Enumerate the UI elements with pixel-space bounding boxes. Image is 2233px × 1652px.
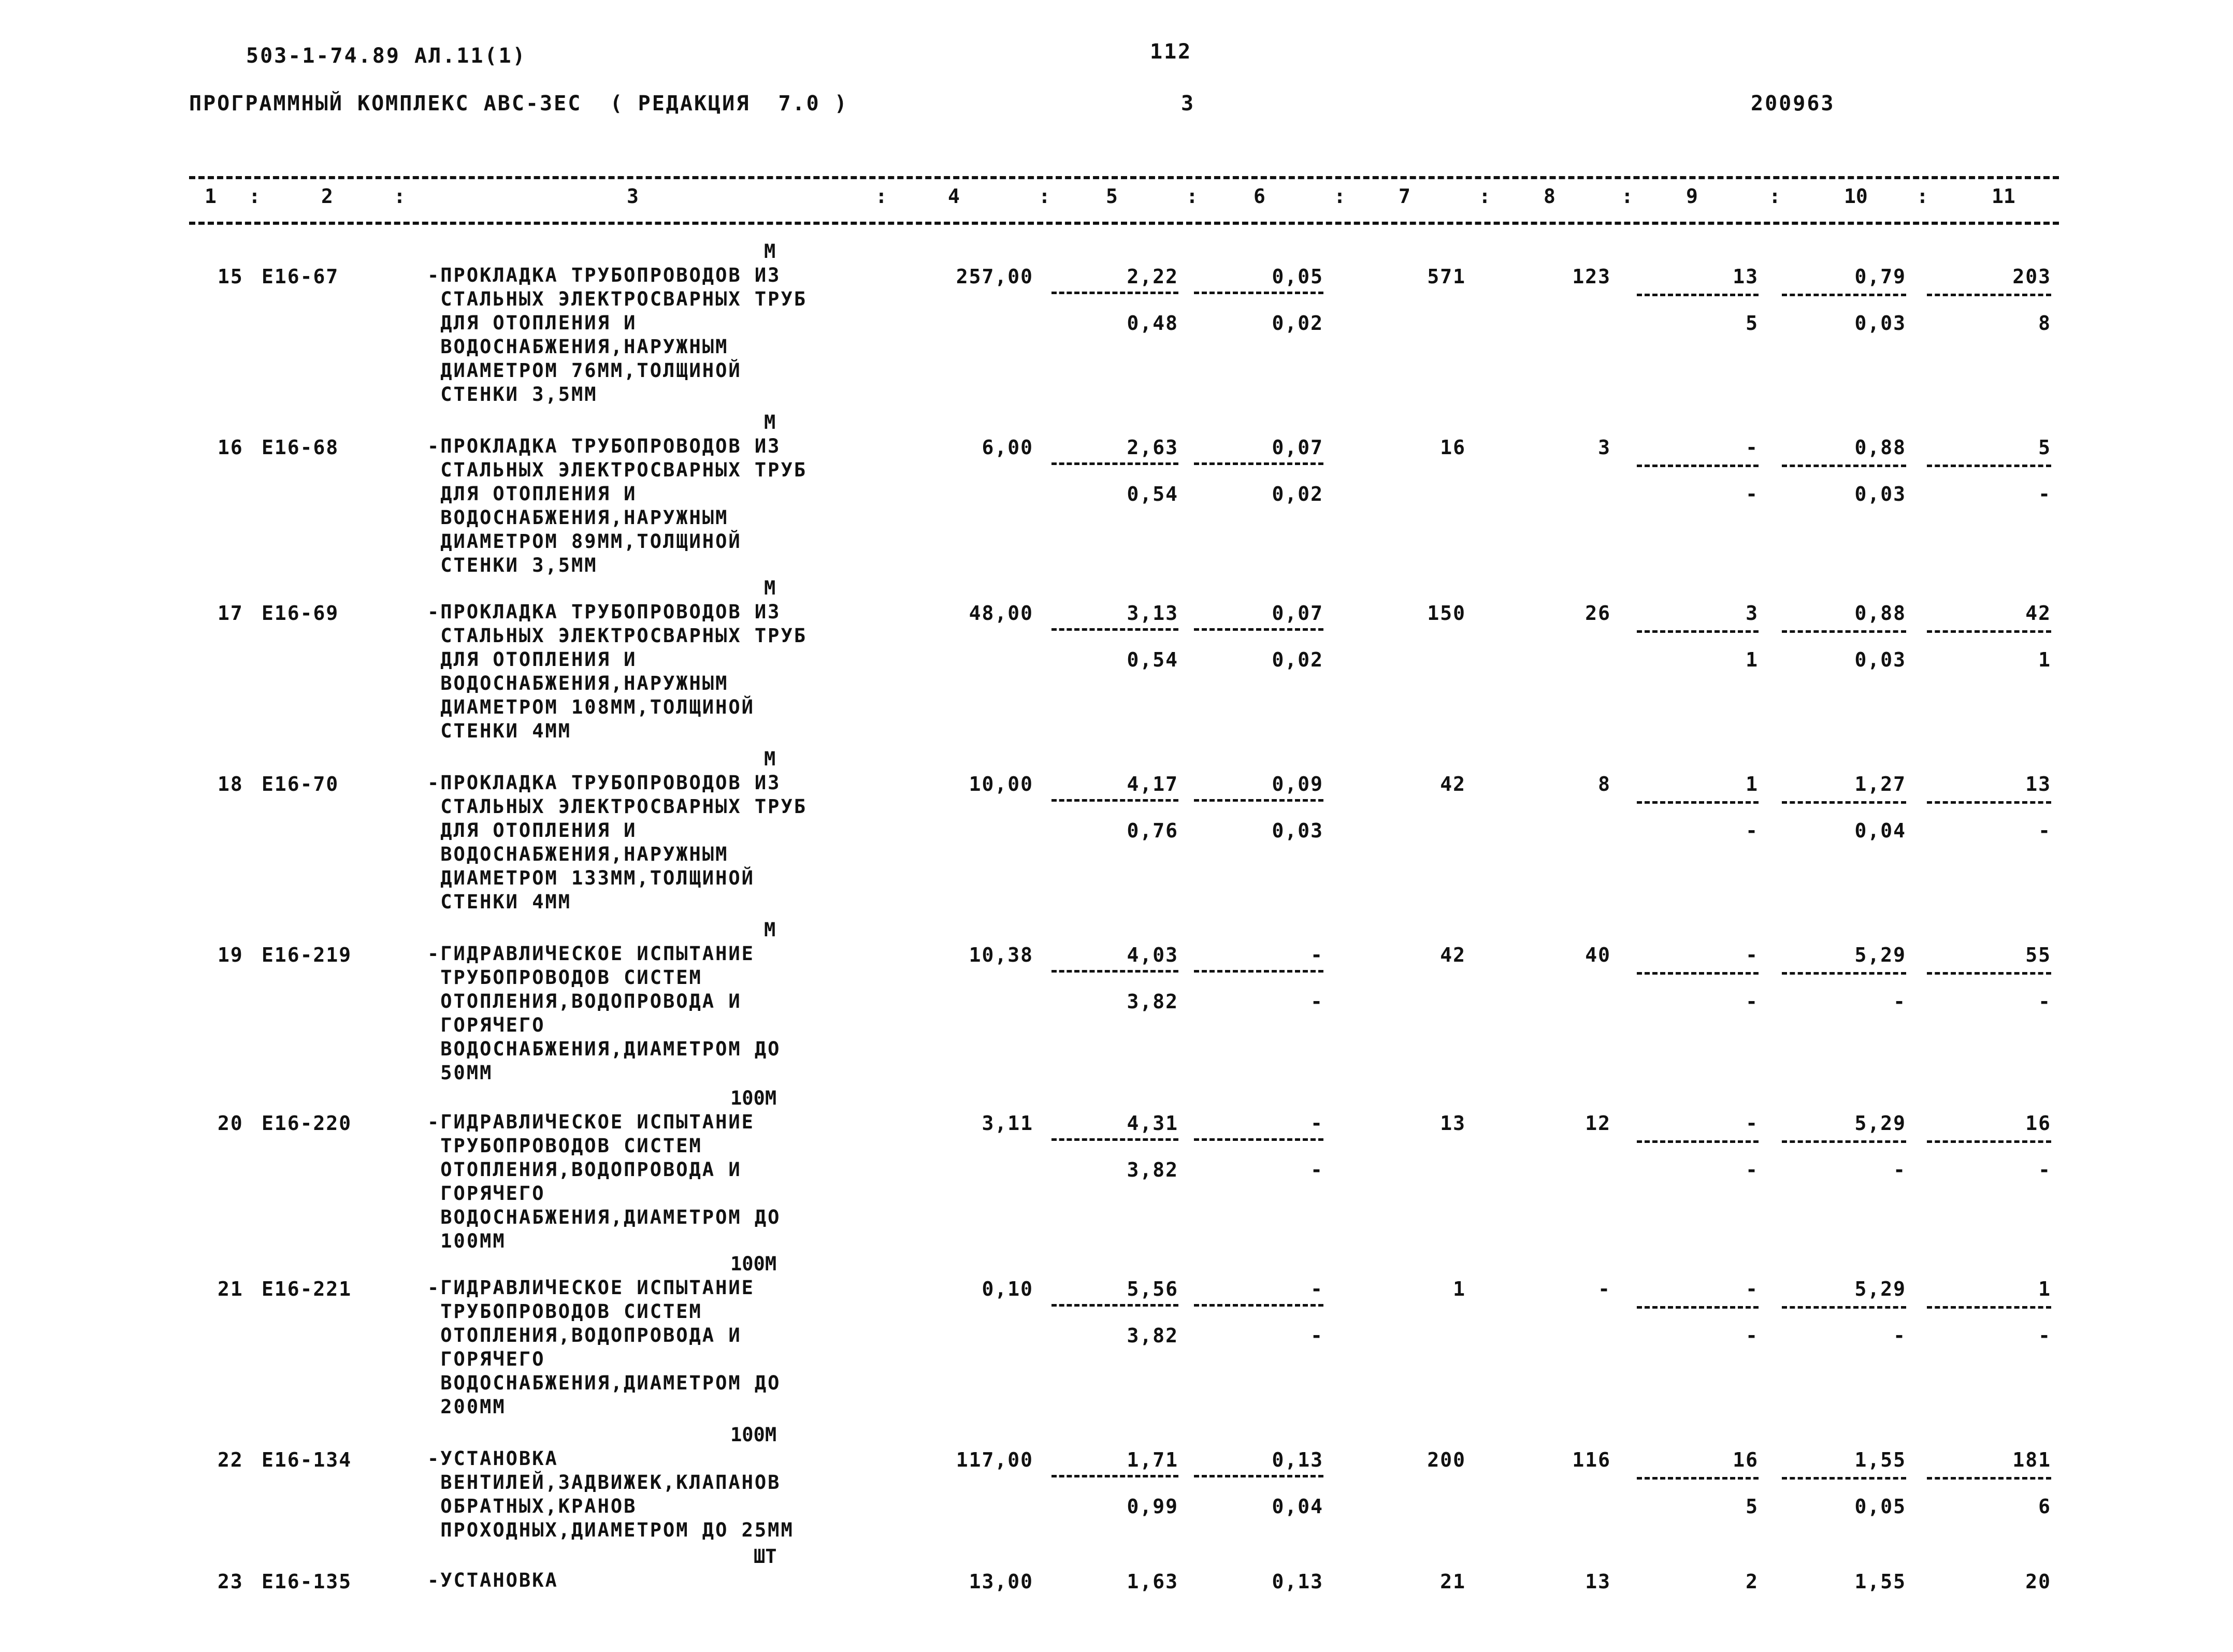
fraction-rule	[1637, 1477, 1759, 1480]
value-c10-bottom: -	[1893, 990, 1906, 1013]
value-c10-bottom: 0,03	[1854, 648, 1906, 671]
value-c5-bottom: 3,82	[1127, 990, 1178, 1013]
sheet-number: 3	[1181, 92, 1195, 115]
value-c11-bottom: 1	[2038, 648, 2051, 671]
rate-code: Е16-69	[262, 602, 339, 625]
value-c5: 3,13	[1127, 602, 1178, 625]
value-c8: -	[1598, 1278, 1611, 1300]
value-c7: 200	[1427, 1448, 1466, 1471]
value-c5-bottom: 3,82	[1127, 1324, 1178, 1347]
column-separator: :	[1334, 185, 1346, 208]
value-c9: 3	[1746, 602, 1759, 625]
column-header: 4	[948, 185, 960, 208]
value-c8: 3	[1598, 436, 1611, 459]
value-c6: 0,05	[1272, 265, 1323, 288]
value-c9-bottom: 5	[1746, 312, 1759, 335]
fraction-rule	[1782, 1477, 1906, 1480]
fraction-rule	[1927, 972, 2051, 975]
column-separator: :	[394, 185, 406, 208]
value-c10: 0,88	[1854, 436, 1906, 459]
column-separator: :	[1917, 185, 1928, 208]
value-c8: 116	[1572, 1448, 1611, 1471]
fraction-rule	[1051, 1304, 1178, 1307]
value-c6: -	[1310, 1112, 1323, 1135]
value-c4: 0,10	[982, 1278, 1033, 1300]
value-c5-bottom: 0,99	[1127, 1495, 1178, 1518]
value-c6: 0,09	[1272, 773, 1323, 795]
value-c4: 48,00	[969, 602, 1033, 625]
fraction-rule	[1194, 462, 1323, 465]
value-c6-bottom: -	[1310, 1158, 1323, 1181]
column-header: 11	[1992, 185, 2015, 208]
value-c7: 16	[1440, 436, 1466, 459]
fraction-rule	[1782, 1140, 1906, 1143]
value-c9: 16	[1733, 1448, 1759, 1471]
value-c4: 3,11	[982, 1112, 1033, 1135]
column-separator: :	[1186, 185, 1198, 208]
unit-label: ШТ	[754, 1545, 777, 1568]
value-c6-bottom: 0,02	[1272, 648, 1323, 671]
row-number: 19	[218, 944, 243, 966]
value-c5: 2,22	[1127, 265, 1178, 288]
value-c10: 1,55	[1854, 1570, 1906, 1593]
value-c7: 13	[1440, 1112, 1466, 1135]
fraction-rule	[1051, 799, 1178, 802]
fraction-rule	[1927, 630, 2051, 633]
value-c11: 1	[2038, 1278, 2051, 1300]
value-c9-bottom: 5	[1746, 1495, 1759, 1518]
value-c10-bottom: 0,04	[1854, 819, 1906, 842]
value-c9: -	[1746, 436, 1759, 459]
value-c6: 0,07	[1272, 436, 1323, 459]
rate-code: Е16-221	[262, 1278, 352, 1300]
row-number: 21	[218, 1278, 243, 1300]
page-number: 112	[1150, 40, 1192, 64]
value-c7: 571	[1427, 265, 1466, 288]
value-c4: 117,00	[956, 1448, 1033, 1471]
value-c8: 8	[1598, 773, 1611, 795]
column-header: 5	[1106, 185, 1118, 208]
value-c4: 6,00	[982, 436, 1033, 459]
unit-label: М	[764, 748, 776, 770]
value-c11: 55	[2025, 944, 2051, 966]
table-top-rule	[189, 176, 2059, 179]
value-c11-bottom: -	[2038, 819, 2051, 842]
work-description: -ГИДРАВЛИЧЕСКОЕ ИСПЫТАНИЕ ТРУБОПРОВОДОВ СИСТЕМ ОТОПЛЕНИЯ,ВОДОПРОВОДА И ГОРЯЧЕГО ВОДОСНАБЖЕНИЯ,ДИАМЕТРОМ ДО 200ММ	[427, 1277, 781, 1418]
fraction-rule	[1927, 1306, 2051, 1309]
column-separator: :	[249, 185, 261, 208]
fraction-rule	[1637, 630, 1759, 633]
fraction-rule	[1637, 1140, 1759, 1143]
value-c4: 10,00	[969, 773, 1033, 795]
program-title: ПРОГРАММНЫЙ КОМПЛЕКС АВС-3ЕС ( РЕДАКЦИЯ 7.0 )	[189, 92, 848, 115]
rate-code: Е16-219	[262, 944, 352, 966]
value-c5: 4,31	[1127, 1112, 1178, 1135]
value-c10-bottom: -	[1893, 1158, 1906, 1181]
value-c10: 5,29	[1854, 944, 1906, 966]
fraction-rule	[1927, 294, 2051, 296]
fraction-rule	[1051, 292, 1178, 294]
row-number: 17	[218, 602, 243, 625]
value-c10: 0,79	[1854, 265, 1906, 288]
value-c6-bottom: 0,03	[1272, 819, 1323, 842]
value-c7: 1	[1453, 1278, 1466, 1300]
fraction-rule	[1637, 294, 1759, 296]
fraction-rule	[1637, 465, 1759, 467]
value-c6-bottom: -	[1310, 1324, 1323, 1347]
value-c9: -	[1746, 1278, 1759, 1300]
value-c7: 42	[1440, 944, 1466, 966]
value-c4: 13,00	[969, 1570, 1033, 1593]
unit-label: 100М	[730, 1424, 777, 1446]
value-c9: 13	[1733, 265, 1759, 288]
value-c9-bottom: -	[1746, 819, 1759, 842]
unit-label: М	[764, 577, 776, 599]
value-c4: 10,38	[969, 944, 1033, 966]
value-c11-bottom: -	[2038, 483, 2051, 505]
fraction-rule	[1194, 628, 1323, 631]
value-c10-bottom: 0,05	[1854, 1495, 1906, 1518]
unit-label: М	[764, 240, 776, 263]
value-c9: 2	[1746, 1570, 1759, 1593]
value-c10-bottom: 0,03	[1854, 483, 1906, 505]
row-number: 23	[218, 1570, 243, 1593]
value-c7: 21	[1440, 1570, 1466, 1593]
row-number: 15	[218, 265, 243, 288]
fraction-rule	[1194, 292, 1323, 294]
column-header: 7	[1399, 185, 1410, 208]
fraction-rule	[1927, 1477, 2051, 1480]
column-header: 8	[1544, 185, 1555, 208]
column-separator: :	[1479, 185, 1491, 208]
fraction-rule	[1051, 628, 1178, 631]
value-c11: 16	[2025, 1112, 2051, 1135]
value-c11-bottom: 8	[2038, 312, 2051, 335]
value-c5-bottom: 0,76	[1127, 819, 1178, 842]
column-separator: :	[1039, 185, 1050, 208]
value-c9: -	[1746, 1112, 1759, 1135]
rate-code: Е16-68	[262, 436, 339, 459]
value-c11-bottom: 6	[2038, 1495, 2051, 1518]
work-description: -ПРОКЛАДКА ТРУБОПРОВОДОВ ИЗ СТАЛЬНЫХ ЭЛЕКТРОСВАРНЫХ ТРУБ ДЛЯ ОТОПЛЕНИЯ И ВОДОСНАБЖЕНИЯ,НАРУЖНЫМ ДИАМЕТРОМ 108ММ,ТОЛЩИНОЙ СТЕНКИ 4ММ	[427, 601, 808, 742]
value-c11: 42	[2025, 602, 2051, 625]
fraction-rule	[1927, 1140, 2051, 1143]
rate-code: Е16-220	[262, 1112, 352, 1135]
fraction-rule	[1782, 465, 1906, 467]
value-c11-bottom: -	[2038, 1324, 2051, 1347]
value-c8: 12	[1585, 1112, 1611, 1135]
column-separator: :	[1769, 185, 1781, 208]
fraction-rule	[1194, 1475, 1323, 1477]
table-header-rule	[189, 222, 2059, 225]
value-c9: -	[1746, 944, 1759, 966]
column-header: 9	[1686, 185, 1698, 208]
column-header: 2	[321, 185, 333, 208]
value-c11: 203	[2012, 265, 2051, 288]
value-c5-bottom: 3,82	[1127, 1158, 1178, 1181]
value-c5: 4,03	[1127, 944, 1178, 966]
fraction-rule	[1782, 801, 1906, 804]
unit-label: 100М	[730, 1253, 777, 1275]
work-description: -УСТАНОВКА	[427, 1569, 558, 1591]
value-c11-bottom: -	[2038, 1158, 2051, 1181]
report-code: 200963	[1751, 92, 1835, 115]
value-c6: 0,13	[1272, 1570, 1323, 1593]
value-c5-bottom: 0,54	[1127, 483, 1178, 505]
value-c5: 4,17	[1127, 773, 1178, 795]
fraction-rule	[1637, 972, 1759, 975]
value-c8: 40	[1585, 944, 1611, 966]
work-description: -ПРОКЛАДКА ТРУБОПРОВОДОВ ИЗ СТАЛЬНЫХ ЭЛЕКТРОСВАРНЫХ ТРУБ ДЛЯ ОТОПЛЕНИЯ И ВОДОСНАБЖЕНИЯ,НАРУЖНЫМ ДИАМЕТРОМ 89ММ,ТОЛЩИНОЙ СТЕНКИ 3,5ММ	[427, 435, 808, 576]
value-c6-bottom: 0,02	[1272, 312, 1323, 335]
fraction-rule	[1194, 799, 1323, 802]
row-number: 16	[218, 436, 243, 459]
column-separator: :	[1621, 185, 1633, 208]
value-c11: 5	[2038, 436, 2051, 459]
work-description: -УСТАНОВКА ВЕНТИЛЕЙ,ЗАДВИЖЕК,КЛАПАНОВ ОБРАТНЫХ,КРАНОВ ПРОХОДНЫХ,ДИАМЕТРОМ ДО 25ММ	[427, 1447, 794, 1541]
value-c10: 1,55	[1854, 1448, 1906, 1471]
rate-code: Е16-67	[262, 265, 339, 288]
fraction-rule	[1051, 1475, 1178, 1477]
value-c10-bottom: -	[1893, 1324, 1906, 1347]
column-header: 3	[627, 185, 639, 208]
value-c6: 0,13	[1272, 1448, 1323, 1471]
row-number: 20	[218, 1112, 243, 1135]
value-c6-bottom: 0,02	[1272, 483, 1323, 505]
fraction-rule	[1194, 1304, 1323, 1307]
column-header: 10	[1844, 185, 1868, 208]
rate-code: Е16-135	[262, 1570, 352, 1593]
value-c10: 0,88	[1854, 602, 1906, 625]
fraction-rule	[1194, 970, 1323, 973]
value-c9: 1	[1746, 773, 1759, 795]
value-c10-bottom: 0,03	[1854, 312, 1906, 335]
value-c10: 1,27	[1854, 773, 1906, 795]
work-description: -ПРОКЛАДКА ТРУБОПРОВОДОВ ИЗ СТАЛЬНЫХ ЭЛЕКТРОСВАРНЫХ ТРУБ ДЛЯ ОТОПЛЕНИЯ И ВОДОСНАБЖЕНИЯ,НАРУЖНЫМ ДИАМЕТРОМ 76ММ,ТОЛЩИНОЙ СТЕНКИ 3,5ММ	[427, 264, 808, 405]
value-c5: 1,63	[1127, 1570, 1178, 1593]
value-c6: -	[1310, 1278, 1323, 1300]
value-c11: 181	[2012, 1448, 2051, 1471]
work-description: -ПРОКЛАДКА ТРУБОПРОВОДОВ ИЗ СТАЛЬНЫХ ЭЛЕКТРОСВАРНЫХ ТРУБ ДЛЯ ОТОПЛЕНИЯ И ВОДОСНАБЖЕНИЯ,НАРУЖНЫМ ДИАМЕТРОМ 133ММ,ТОЛЩИНОЙ СТЕНКИ 4ММ	[427, 772, 808, 913]
value-c10: 5,29	[1854, 1112, 1906, 1135]
value-c4: 257,00	[956, 265, 1033, 288]
value-c5: 5,56	[1127, 1278, 1178, 1300]
column-separator: :	[875, 185, 887, 208]
fraction-rule	[1782, 1306, 1906, 1309]
column-header: 1	[205, 185, 217, 208]
row-number: 22	[218, 1448, 243, 1471]
work-description: -ГИДРАВЛИЧЕСКОЕ ИСПЫТАНИЕ ТРУБОПРОВОДОВ СИСТЕМ ОТОПЛЕНИЯ,ВОДОПРОВОДА И ГОРЯЧЕГО ВОДОСНАБЖЕНИЯ,ДИАМЕТРОМ ДО 50ММ	[427, 943, 781, 1084]
value-c9-bottom: -	[1746, 1158, 1759, 1181]
value-c7: 42	[1440, 773, 1466, 795]
work-description: -ГИДРАВЛИЧЕСКОЕ ИСПЫТАНИЕ ТРУБОПРОВОДОВ СИСТЕМ ОТОПЛЕНИЯ,ВОДОПРОВОДА И ГОРЯЧЕГО ВОДОСНАБЖЕНИЯ,ДИАМЕТРОМ ДО 100ММ	[427, 1111, 781, 1252]
value-c5: 1,71	[1127, 1448, 1178, 1471]
fraction-rule	[1051, 462, 1178, 465]
value-c6-bottom: -	[1310, 990, 1323, 1013]
rate-code: Е16-70	[262, 773, 339, 795]
fraction-rule	[1782, 294, 1906, 296]
unit-label: М	[764, 919, 776, 941]
value-c11: 13	[2025, 773, 2051, 795]
unit-label: 100М	[730, 1087, 777, 1109]
fraction-rule	[1782, 972, 1906, 975]
unit-label: М	[764, 411, 776, 433]
fraction-rule	[1051, 970, 1178, 973]
rate-code: Е16-134	[262, 1448, 352, 1471]
value-c6: 0,07	[1272, 602, 1323, 625]
value-c9-bottom: -	[1746, 990, 1759, 1013]
value-c9-bottom: -	[1746, 483, 1759, 505]
fraction-rule	[1927, 801, 2051, 804]
value-c9-bottom: -	[1746, 1324, 1759, 1347]
value-c7: 150	[1427, 602, 1466, 625]
document-code: 503-1-74.89 АЛ.11(1)	[246, 44, 527, 68]
fraction-rule	[1194, 1138, 1323, 1141]
value-c6: -	[1310, 944, 1323, 966]
value-c8: 13	[1585, 1570, 1611, 1593]
fraction-rule	[1051, 1138, 1178, 1141]
column-header: 6	[1254, 185, 1265, 208]
fraction-rule	[1927, 465, 2051, 467]
value-c11-bottom: -	[2038, 990, 2051, 1013]
value-c6-bottom: 0,04	[1272, 1495, 1323, 1518]
value-c10: 5,29	[1854, 1278, 1906, 1300]
value-c5: 2,63	[1127, 436, 1178, 459]
value-c8: 123	[1572, 265, 1611, 288]
value-c5-bottom: 0,54	[1127, 648, 1178, 671]
value-c9-bottom: 1	[1746, 648, 1759, 671]
row-number: 18	[218, 773, 243, 795]
fraction-rule	[1782, 630, 1906, 633]
fraction-rule	[1637, 801, 1759, 804]
value-c11: 20	[2025, 1570, 2051, 1593]
value-c5-bottom: 0,48	[1127, 312, 1178, 335]
fraction-rule	[1637, 1306, 1759, 1309]
value-c8: 26	[1585, 602, 1611, 625]
